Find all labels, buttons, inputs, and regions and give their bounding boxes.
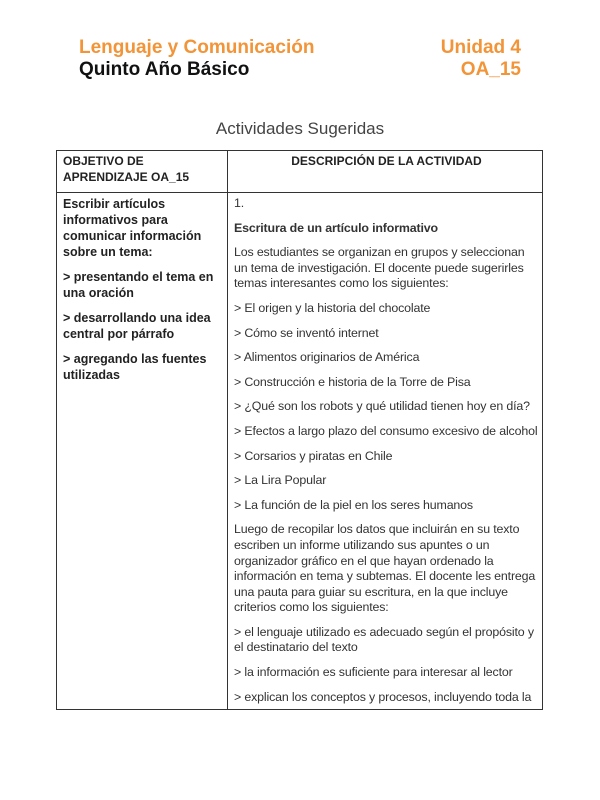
- objective-header-line: OBJETIVO DE: [63, 154, 144, 168]
- page-title: Actividades Sugeridas: [215, 119, 385, 138]
- topic-item: > La función de la piel en los seres humanos: [234, 497, 473, 512]
- table-header-row: [57, 151, 542, 193]
- objective-bullet: > agregando las fuentes utilizadas: [63, 352, 207, 382]
- objective-bullet: > presentando el tema en una oración: [63, 270, 214, 300]
- topic-item: > ¿Qué son los robots y qué utilidad tienen hoy en día?: [234, 399, 530, 414]
- grade-title: Quinto Año Básico: [79, 59, 250, 80]
- unit-label: Unidad 4: [440, 37, 521, 58]
- topic-item: > Cómo se inventó internet: [234, 325, 379, 340]
- topic-item: > La Lira Popular: [234, 473, 327, 488]
- activities-table: [56, 150, 543, 710]
- topic-item: > Corsarios y piratas en Chile: [234, 448, 393, 463]
- table-row: [57, 193, 542, 709]
- subject-title: Lenguaje y Comunicación: [79, 37, 315, 58]
- criteria-item: > el lenguaje utilizado es adecuado según el propósito y el destinatario del texto: [234, 624, 534, 655]
- objective-text: Escribir artículos informativos para comunicar información sobre un tema:: [63, 197, 202, 259]
- topic-item: > El origen y la historia del chocolate: [234, 300, 431, 315]
- objective-bullet: > desarrollando una idea central por párrafo: [63, 311, 211, 341]
- activity-intro: Los estudiantes se organizan en grupos y seleccionan un tema de investigación. El docente puede sugerirles temas interesantes como los siguientes:: [234, 245, 525, 291]
- description-header: DESCRIPCIÓN DE LA ACTIVIDAD: [291, 154, 482, 168]
- objective-header: [57, 151, 228, 192]
- description-cell: [228, 193, 542, 709]
- topic-item: > Construcción e historia de la Torre de Pisa: [234, 374, 471, 389]
- topic-item: > Alimentos originarios de América: [234, 350, 420, 365]
- topic-item: > Efectos a largo plazo del consumo excesivo de alcohol: [234, 423, 538, 438]
- criteria-item: > explican los conceptos y procesos, incluyendo toda la: [234, 689, 532, 704]
- criteria-item: > la información es suficiente para interesar al lector: [234, 665, 513, 680]
- activity-number: 1.: [234, 196, 245, 210]
- activity-title: Escritura de un artículo informativo: [234, 220, 438, 235]
- oa-label: OA_15: [460, 59, 521, 80]
- objective-cell: [57, 193, 228, 709]
- activity-followup: Luego de recopilar los datos que incluirán en su texto escriben un informe utilizando sus apuntes o un organizador gráfico en el que hayan ordenado la información en tema y subtemas. El docente les entrega una pauta para guiar su escritura, en la que incluye criterios como los siguientes:: [234, 522, 536, 615]
- objective-header-line: APRENDIZAJE OA_15: [63, 170, 190, 184]
